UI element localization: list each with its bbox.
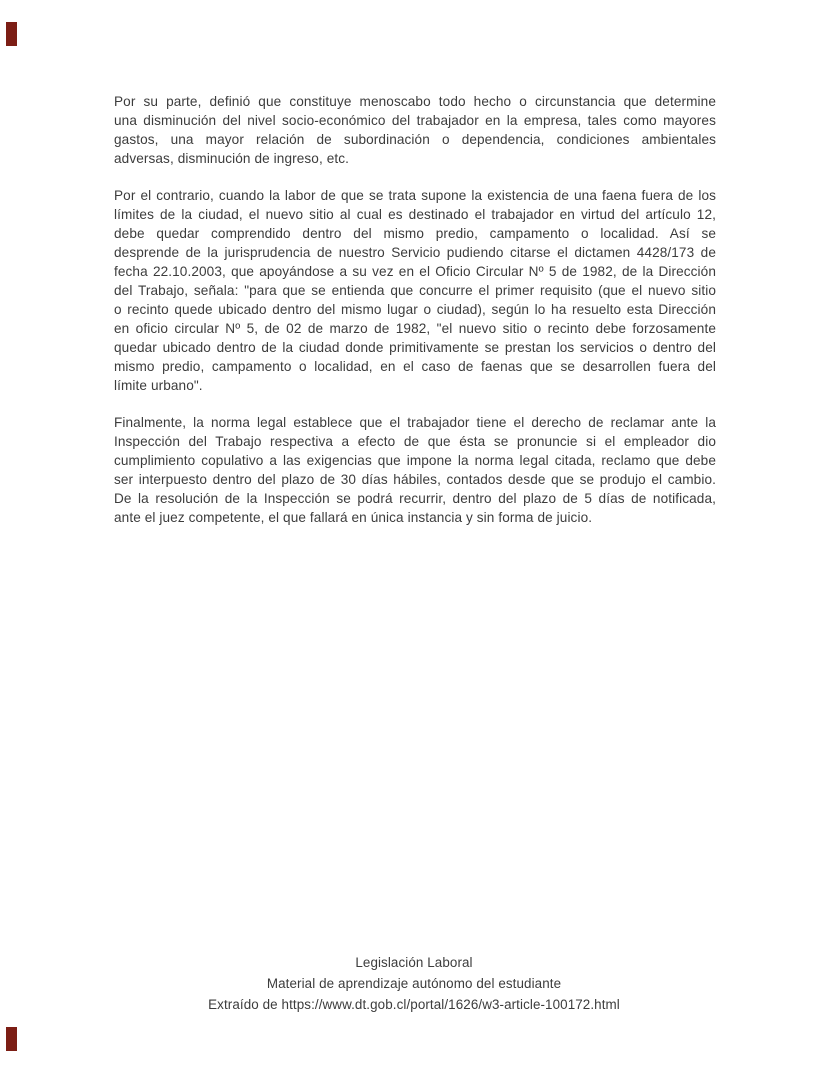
- text-line: o recinto quede ubicado dentro del mismo lugar o ciudad), según lo ha resuelto esta Dirección: [114, 302, 716, 317]
- document-body: [114, 92, 716, 545]
- text-line: límite urbano".: [114, 378, 203, 393]
- text-line: en oficio circular Nº 5, de 02 de marzo de 1982, "el nuevo sitio o recinto debe forzosamente: [114, 321, 716, 336]
- text-line: Por su parte, definió que constituye menoscabo todo hecho o circunstancia que determine: [114, 94, 716, 109]
- text-line: Por el contrario, cuando la labor de que se trata supone la existencia de una faena fuera de los: [114, 188, 716, 203]
- text-line: Finalmente, la norma legal establece que el trabajador tiene el derecho de reclamar ante la: [114, 415, 716, 430]
- text-line: fecha 22.10.2003, que apoyándose a su vez en el Oficio Circular Nº 5 de 1982, de la Dirección: [114, 264, 716, 279]
- text-line: ante el juez competente, el que fallará en única instancia y sin forma de juicio.: [114, 510, 593, 525]
- text-line: adversas, disminución de ingreso, etc.: [114, 151, 350, 166]
- text-line: una disminución del nivel socio-económico del trabajador en la empresa, tales como mayores: [114, 113, 716, 128]
- text-line: Inspección del Trabajo respectiva a efecto de que ésta se pronuncie si el empleador dio: [114, 434, 716, 449]
- paragraph: [114, 92, 716, 168]
- text-line: desprende de la jurisprudencia de nuestro Servicio pudiendo citarse el dictamen 4428/173 de: [114, 245, 716, 260]
- footer-line: Extraído de https://www.dt.gob.cl/portal/1626/w3-article-100172.html: [208, 997, 620, 1012]
- text-line: gastos, una mayor relación de subordinación o dependencia, condiciones ambientales: [114, 132, 716, 147]
- document-footer: [0, 952, 828, 1015]
- text-line: del Trabajo, señala: "para que se entienda que concurre el primer requisito (que el nuevo sitio: [114, 283, 716, 298]
- text-line: límites de la ciudad, el nuevo sitio al cual es destinado el trabajador en virtud del artículo 12,: [114, 207, 716, 222]
- page-edge-marker-bottom: [6, 1027, 17, 1051]
- paragraph: [114, 413, 716, 527]
- footer-line: Material de aprendizaje autónomo del estudiante: [266, 976, 562, 991]
- footer-line: Legislación Laboral: [355, 955, 473, 970]
- text-line: ser interpuesto dentro del plazo de 30 días hábiles, contados desde que se produjo el cambio.: [114, 472, 716, 487]
- text-line: debe quedar comprendido dentro del mismo predio, campamento o localidad. Así se: [114, 226, 716, 241]
- text-line: De la resolución de la Inspección se podrá recurrir, dentro del plazo de 5 días de notificada,: [114, 491, 716, 506]
- paragraph: [114, 186, 716, 395]
- text-line: mismo predio, campamento o localidad, en el caso de faenas que se desarrollen fuera del: [114, 359, 716, 374]
- text-line: cumplimiento copulativo a las exigencias que impone la norma legal citada, reclamo que debe: [114, 453, 716, 468]
- text-line: quedar ubicado dentro de la ciudad donde primitivamente se prestan los servicios o dentro del: [114, 340, 716, 355]
- page-edge-marker-top: [6, 22, 17, 46]
